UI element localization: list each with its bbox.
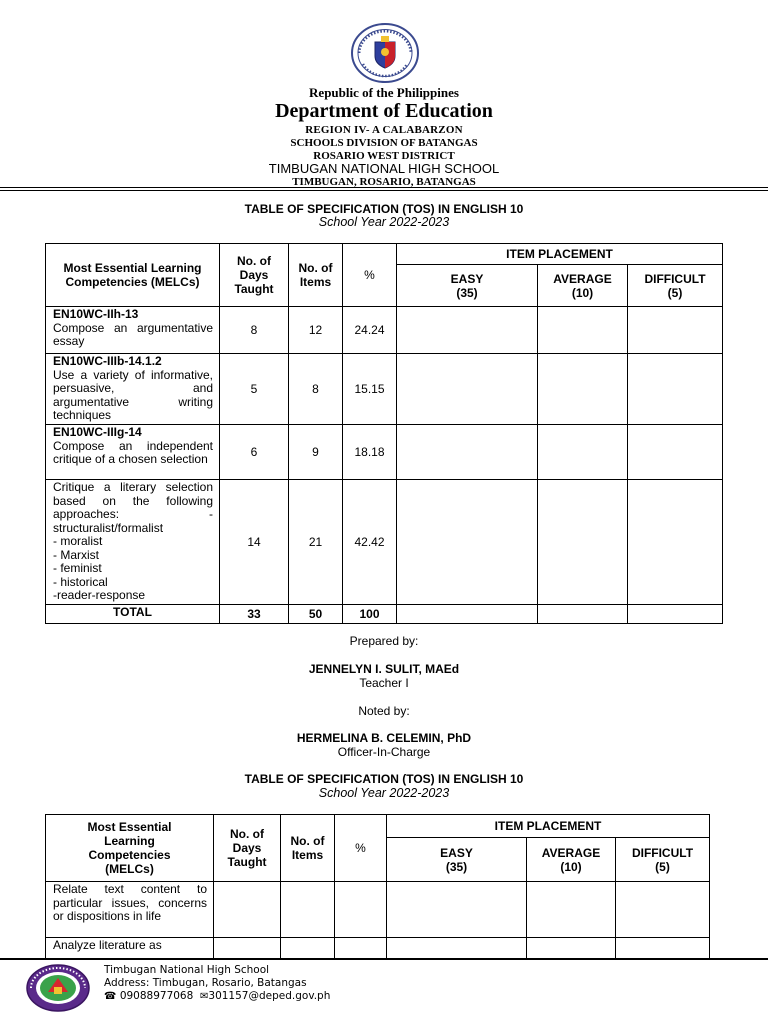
noted-name: HERMELINA B. CELEMIN, PhD bbox=[296, 731, 472, 745]
percent-cell: 42.42 bbox=[343, 480, 397, 605]
tos2-title: TABLE OF SPECIFICATION (TOS) IN ENGLISH 10 bbox=[244, 772, 524, 786]
days-header: No. of Days Taught bbox=[214, 815, 281, 882]
average-cell bbox=[527, 882, 616, 938]
difficult-header: DIFFICULT (5) bbox=[616, 838, 710, 882]
percent-cell: 15.15 bbox=[343, 354, 397, 425]
header-region: REGION IV- A CALABARZON bbox=[305, 124, 463, 136]
prepared-title: Teacher I bbox=[359, 676, 409, 690]
noted-title: Officer-In-Charge bbox=[337, 745, 431, 759]
school-seal-logo bbox=[25, 963, 91, 1013]
footer-school: Timbugan National High School bbox=[104, 964, 270, 976]
percent-header: % bbox=[343, 244, 397, 307]
prepared-name: JENNELYN I. SULIT, MAEd bbox=[308, 662, 460, 676]
items-cell: 21 bbox=[289, 480, 343, 605]
difficult-cell bbox=[616, 882, 710, 938]
average-header: AVERAGE (10) bbox=[538, 265, 628, 307]
melc-cell: EN10WC-IIh-13 Compose an argumentative essay bbox=[46, 307, 220, 354]
items-cell bbox=[281, 882, 335, 938]
tos2-school-year: School Year 2022-2023 bbox=[318, 786, 450, 800]
item-placement-header: ITEM PLACEMENT bbox=[387, 815, 710, 838]
header-school: TIMBUGAN NATIONAL HIGH SCHOOL bbox=[268, 161, 500, 176]
days-cell bbox=[214, 938, 281, 959]
item-placement-header: ITEM PLACEMENT bbox=[397, 244, 723, 265]
prepared-label: Prepared by: bbox=[349, 634, 419, 648]
envelope-icon: ✉ bbox=[200, 991, 209, 1002]
percent-cell: 18.18 bbox=[343, 425, 397, 480]
total-days: 33 bbox=[220, 605, 289, 624]
tos1-school-year: School Year 2022-2023 bbox=[318, 215, 450, 229]
table-row bbox=[46, 882, 710, 938]
melc-cell: EN10WC-IIIg-14 Compose an independent critique of a chosen selection bbox=[46, 425, 220, 480]
difficult-cell bbox=[616, 938, 710, 959]
tos1-title: TABLE OF SPECIFICATION (TOS) IN ENGLISH 10 bbox=[244, 202, 524, 216]
tos2-table bbox=[45, 814, 710, 958]
items-header: No. of Items bbox=[289, 244, 343, 307]
average-cell bbox=[527, 938, 616, 959]
percent-header: % bbox=[335, 815, 387, 882]
easy-cell bbox=[387, 882, 527, 938]
items-header: No. of Items bbox=[281, 815, 335, 882]
footer-divider bbox=[0, 958, 768, 960]
melcs-header: Most Essential Learning Competencies (MELCs) bbox=[46, 244, 220, 307]
days-cell: 8 bbox=[220, 307, 289, 354]
items-cell: 8 bbox=[289, 354, 343, 425]
footer-email[interactable]: 301157@deped.gov.ph bbox=[208, 990, 331, 1002]
melc-cell: Analyze literature as bbox=[46, 938, 214, 959]
noted-label: Noted by: bbox=[358, 704, 410, 718]
table-row bbox=[46, 938, 710, 959]
footer-contact bbox=[104, 990, 330, 1002]
total-percent: 100 bbox=[343, 605, 397, 624]
footer-phone: 09088977068 bbox=[119, 990, 194, 1002]
total-items: 50 bbox=[289, 605, 343, 624]
percent-cell: 24.24 bbox=[343, 307, 397, 354]
items-cell bbox=[281, 938, 335, 959]
header-address: TIMBUGAN, ROSARIO, BATANGAS bbox=[292, 176, 476, 188]
easy-header: EASY (35) bbox=[387, 838, 527, 882]
footer-address: Address: Timbugan, Rosario, Batangas bbox=[104, 977, 307, 989]
header-republic: Republic of the Philippines bbox=[309, 85, 459, 100]
melc-cell: Relate text content to particular issues, concerns or dispositions in life bbox=[46, 882, 214, 938]
header-district: ROSARIO WEST DISTRICT bbox=[313, 150, 455, 162]
total-label: TOTAL bbox=[46, 605, 220, 624]
melc-cell: Critique a literary selection based on the following approaches: - structuralist/formalist - moralist - Marxist - feminist - historical -reader-response bbox=[46, 480, 220, 605]
header-division: SCHOOLS DIVISION OF BATANGAS bbox=[290, 137, 478, 149]
header-department: Department of Education bbox=[275, 100, 493, 122]
days-cell bbox=[214, 882, 281, 938]
average-header: AVERAGE (10) bbox=[527, 838, 616, 882]
phone-icon: ☎ bbox=[104, 991, 117, 1002]
days-cell: 14 bbox=[220, 480, 289, 605]
difficult-header: DIFFICULT (5) bbox=[628, 265, 723, 307]
melc-cell: EN10WC-IIIb-14.1.2 Use a variety of informative, persuasive, and argumentative writing techniques bbox=[46, 354, 220, 425]
percent-cell bbox=[335, 938, 387, 959]
days-cell: 6 bbox=[220, 425, 289, 480]
melcs-header: Most Essential Learning Competencies (MELCs) bbox=[46, 815, 214, 882]
days-cell: 5 bbox=[220, 354, 289, 425]
easy-header: EASY (35) bbox=[397, 265, 538, 307]
items-cell: 12 bbox=[289, 307, 343, 354]
easy-cell bbox=[387, 938, 527, 959]
percent-cell bbox=[335, 882, 387, 938]
days-header: No. of Days Taught bbox=[220, 244, 289, 307]
items-cell: 9 bbox=[289, 425, 343, 480]
